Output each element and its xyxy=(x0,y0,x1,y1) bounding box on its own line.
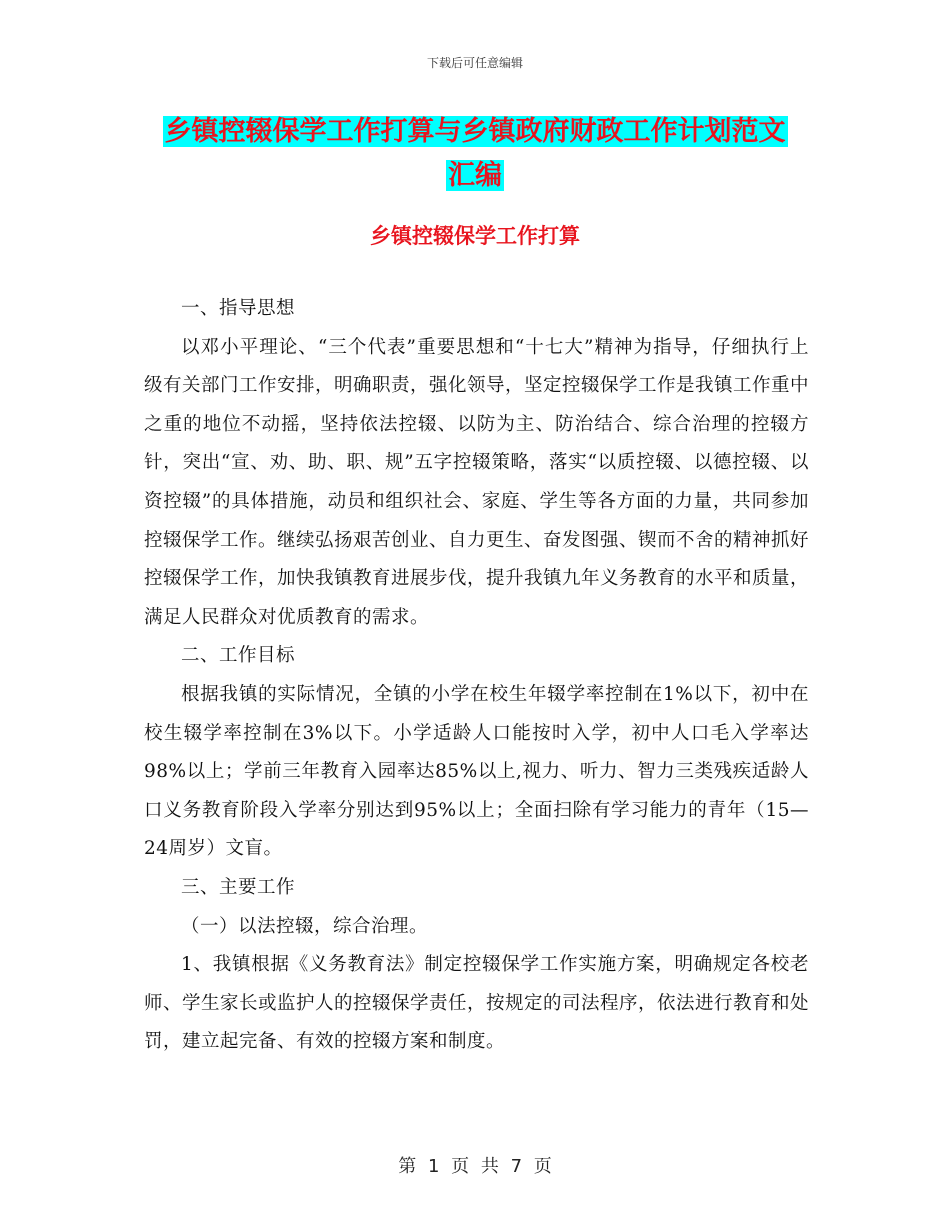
document-title-line2: 汇编 xyxy=(448,160,502,191)
heading-guiding-thought: 一、指导思想 xyxy=(181,298,296,319)
subheading-law-control: （一）以法控辍，综合治理。 xyxy=(181,915,429,937)
paragraph-guiding-thought: 以邓小平理论、“三个代表”重要思想和“十七大”精神为指导，仔细执行上级有关部门工作安排，明确职责，强化领导，坚定控辍保学工作是我镇工作重中之重的地位不动摇，坚持依法控辍、以防为主、防治结合、综合治理的控辍方针，突出“宣、劝、助、职、规”五字控辍策略，落实“以质控辍、以德控辍、以资控辍”的具体措施，动员和组织社会、家庭、学生等各方面的力量，共同参加控辍保学工作。继续弘扬艰苦创业、自力更生、奋发图强、锲而不舍的精神抓好控辍保学工作，加快我镇教育进展步伐，提升我镇九年义务教育的水平和质量，满足人民群众对优质教育的需求。 xyxy=(144,336,810,628)
body-text xyxy=(144,290,809,1062)
header-note: 下载后可任意编辑 xyxy=(426,56,523,70)
section-title: 乡镇控辍保学工作打算 xyxy=(370,224,580,248)
heading-main-work: 三、主要工作 xyxy=(181,876,296,898)
page-number: 第 1 页 共 7 页 xyxy=(398,1156,552,1177)
heading-work-goals: 二、工作目标 xyxy=(181,645,296,667)
paragraph-item-1: 1、我镇根据《义务教育法》制定控辍保学工作实施方案，明确规定各校老师、学生家长或监护人的控辍保学责任，按规定的司法程序，依法进行教育和处罚，建立起完备、有效的控辍方案和制度。 xyxy=(144,954,810,1053)
paragraph-work-goals: 根据我镇的实际情况，全镇的小学在校生年辍学率控制在1%以下，初中在校生辍学率控制在3%以下。小学适龄人口能按时入学，初中人口毛入学率达98%以上；学前三年教育入园率达85%以上,视力、听力、智力三类残疾适龄人口义务教育阶段入学率分别达到95%以上；全面扫除有学习能力的青年（15—24周岁）文盲。 xyxy=(144,683,809,860)
document-title-line1: 乡镇控辍保学工作打算与乡镇政府财政工作计划范文 xyxy=(164,116,786,147)
document-title xyxy=(120,110,830,198)
